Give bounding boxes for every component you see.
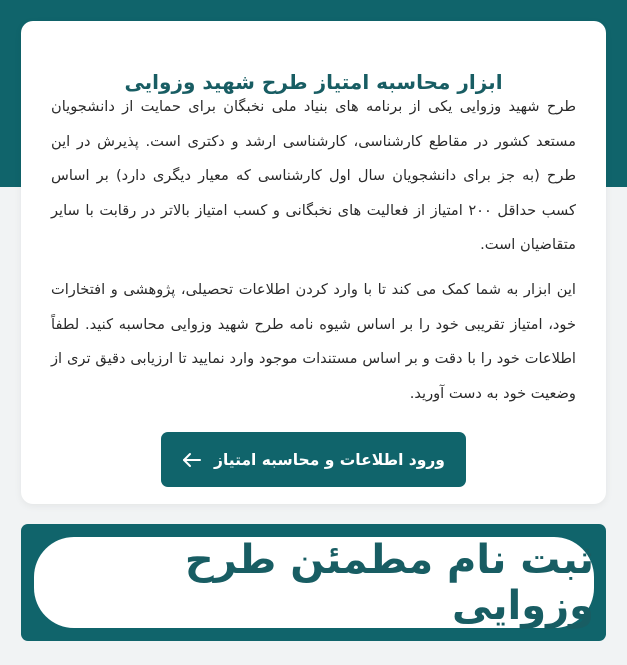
intro-paragraph-1: طرح شهید وزوایی یکی از برنامه های بنیاد ملی نخبگان برای حمایت از دانشجویان مستعد کشور در مقاطع کارشناسی، کارشناسی ارشد و دکتری است. پذیرش در این طرح (به جز برای دانشجویان سال اول کارشناسی که معیار دیگری دارد) بر اساس کسب حداقل ۲۰۰ امتیاز از فعالیت های نخبگانی و کسب امتیاز بالاتر در رقابت با سایر متقاضیان است.	[51, 98, 577, 253]
intro-paragraph-2: این ابزار به شما کمک می کند تا با وارد کردن اطلاعات تحصیلی، پژوهشی و افتخارات خود، امتیاز تقریبی خود را بر اساس شیوه نامه طرح شهید وزوایی محاسبه کنید. لطفاً اطلاعات خود را با دقت و بر اساس مستندات موجود وارد نمایید تا ارزیابی دقیق تری از وضعیت خود به دست آورید.	[51, 281, 576, 402]
arrow-left-icon	[182, 452, 202, 468]
registration-banner[interactable]	[21, 524, 606, 641]
page-title: ابزار محاسبه امتیاز طرح شهید وزوایی	[124, 70, 503, 94]
registration-banner-label: ثبت نام مطمئن طرح وزوایی	[184, 536, 594, 629]
calculator-intro-card	[21, 21, 606, 504]
cta-button-label: ورود اطلاعات و محاسبه امتیاز	[214, 450, 445, 469]
registration-banner-pill	[34, 537, 594, 628]
enter-info-calculate-button[interactable]	[161, 432, 466, 487]
